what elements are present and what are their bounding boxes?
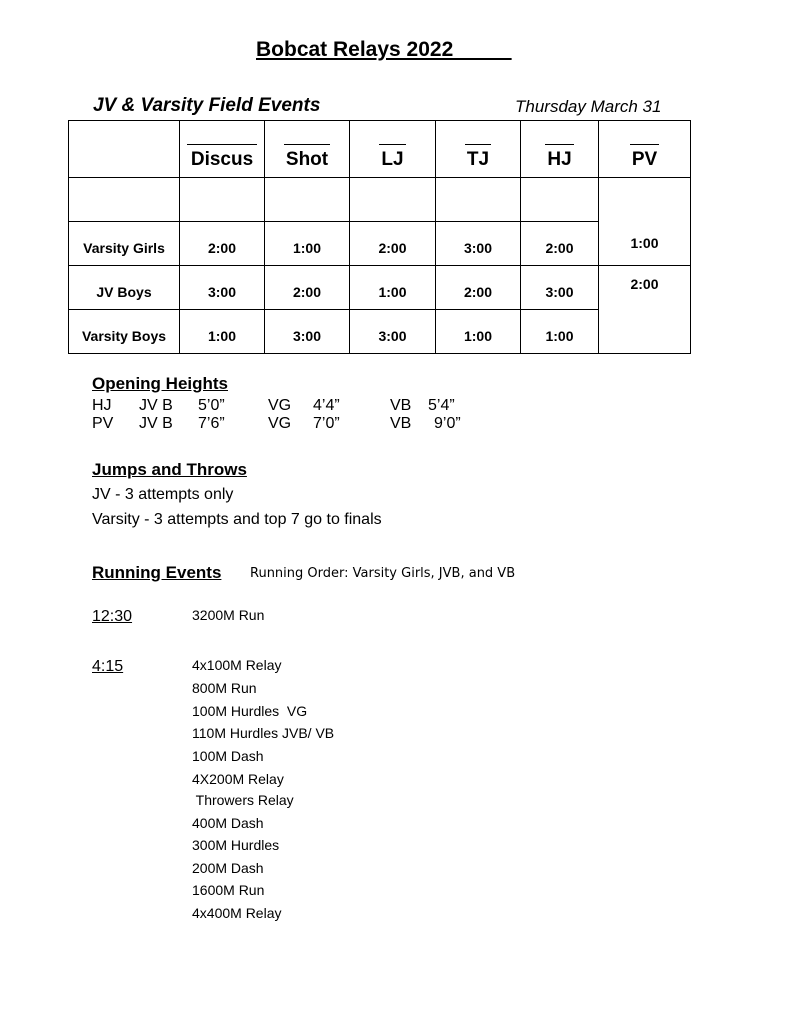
time-cell: 3:00 — [265, 310, 350, 354]
event-header-shot: Shot — [284, 144, 330, 171]
time-cell: 3:00 — [350, 310, 436, 354]
table-row — [69, 222, 691, 266]
time-cell: 2:00 — [350, 222, 436, 266]
opening-heights-table — [92, 397, 478, 433]
time-cell: 3:00 — [436, 222, 521, 266]
height-division: VB — [390, 415, 412, 432]
time-cell: 3:00 — [180, 266, 265, 310]
height-value: 9’0” — [434, 415, 461, 432]
height-division: JV B — [139, 415, 173, 432]
event-header-discus: Discus — [187, 144, 257, 171]
height-division: VG — [268, 415, 292, 432]
time-cell: 1:00 — [180, 310, 265, 354]
opening-heights-heading: Opening Heights — [92, 374, 228, 393]
height-division: VB — [390, 397, 412, 414]
height-value: 5’0” — [198, 397, 225, 414]
field-events-heading: JV & Varsity Field Events — [93, 95, 321, 116]
jumps-throws-varsity: Varsity - 3 attempts and top 7 go to finals — [92, 511, 382, 528]
list-item: 200M Dash — [192, 860, 264, 876]
list-item: Throwers Relay — [192, 792, 294, 808]
table-header-row — [69, 121, 691, 178]
time-cell: 1:00 — [265, 222, 350, 266]
height-division: JV B — [139, 397, 173, 414]
time-cell: 2:00 — [180, 222, 265, 266]
pv-time-varsity-girls: 1:00 — [630, 235, 659, 251]
time-cell: 2:00 — [436, 266, 521, 310]
height-division: VG — [268, 397, 292, 414]
list-item: 300M Hurdles — [192, 837, 280, 853]
block-time-415: 4:15 — [92, 658, 124, 675]
time-cell: 2:00 — [521, 222, 599, 266]
row-label-jv-boys: JV Boys — [69, 266, 180, 310]
jumps-throws-heading: Jumps and Throws — [92, 460, 247, 479]
pv-times-cell — [599, 178, 691, 354]
running-events-heading: Running Events — [92, 563, 222, 582]
height-event: HJ — [92, 397, 112, 414]
list-item: 100M Hurdles VG — [192, 703, 308, 719]
height-value: 7’0” — [313, 415, 340, 432]
time-cell: 1:00 — [436, 310, 521, 354]
event-header-lj: LJ — [379, 144, 405, 171]
list-item: 4x400M Relay — [192, 905, 282, 921]
running-order: Running Order: Varsity Girls, JVB, and VB — [250, 566, 516, 581]
list-item: 4x100M Relay — [192, 657, 282, 673]
time-cell: 3:00 — [521, 266, 599, 310]
row-label-varsity-girls: Varsity Girls — [69, 222, 180, 266]
event-header-hj: HJ — [545, 144, 573, 171]
list-item: 1600M Run — [192, 882, 265, 898]
list-item: 3200M Run — [192, 607, 265, 623]
list-item: 110M Hurdles JVB/ VB — [192, 725, 335, 741]
corner-cell — [69, 121, 180, 178]
list-item: 800M Run — [192, 680, 257, 696]
time-cell: 1:00 — [521, 310, 599, 354]
table-row — [69, 266, 691, 310]
field-events-table — [68, 120, 691, 354]
pv-divider — [599, 265, 690, 266]
heights-row — [92, 415, 478, 433]
event-header-tj: TJ — [465, 144, 491, 171]
blank-row — [69, 178, 691, 222]
height-event: PV — [92, 415, 114, 432]
list-item: 4X200M Relay — [192, 771, 284, 787]
time-cell: 1:00 — [350, 266, 436, 310]
height-value: 7’6” — [198, 415, 225, 432]
event-header-pv: PV — [630, 144, 659, 171]
pv-time-jv-boys: 2:00 — [630, 276, 659, 292]
row-label-varsity-boys: Varsity Boys — [69, 310, 180, 354]
height-value: 5’4” — [428, 397, 455, 414]
heights-row — [92, 397, 478, 415]
list-item: 100M Dash — [192, 748, 264, 764]
height-value: 4’4” — [313, 397, 340, 414]
jumps-throws-jv: JV - 3 attempts only — [92, 486, 234, 503]
time-cell: 2:00 — [265, 266, 350, 310]
page-title: Bobcat Relays 2022 — [256, 38, 512, 61]
event-date: Thursday March 31 — [515, 97, 662, 116]
table-row — [69, 310, 691, 354]
list-item: 400M Dash — [192, 815, 264, 831]
block-time-1230: 12:30 — [92, 608, 133, 625]
